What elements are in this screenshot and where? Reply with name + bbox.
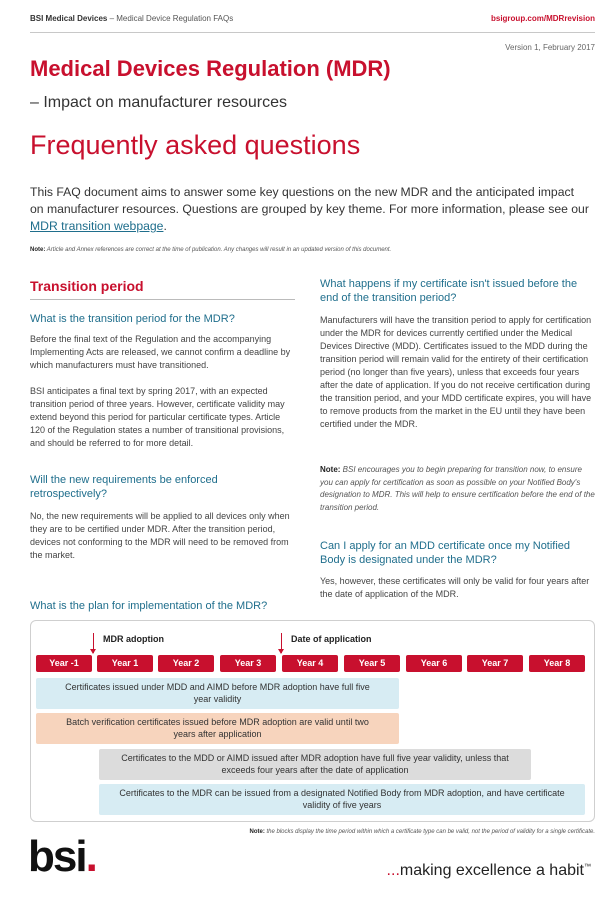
note-text: Article and Annex references are correct at the time of publication. Any changes will result in an updated version of this document. (45, 247, 392, 253)
logo-dot: . (85, 832, 96, 881)
page-subtitle: – Impact on manufacturer resources (30, 94, 288, 111)
question-certificate-not-issued: What happens if my certificate isn't issued before the end of the transition period? (320, 278, 578, 304)
preparation-note (320, 464, 595, 514)
year-cell: Year 2 (158, 655, 214, 672)
footnote-text: the blocks display the time period within which a certificate type can be valid, not the period of validity for a single certificate. (264, 829, 595, 835)
note-label: Note: (30, 247, 46, 253)
answer-mdd-certificate: Yes, however, these certificates will only be valid for four years after the date of application of the MDR. (320, 576, 590, 599)
header-breadcrumb (30, 14, 233, 23)
intro-end: . (163, 219, 167, 233)
faq-heading: Frequently asked questions (30, 130, 361, 160)
answer-transition-p2: BSI anticipates a final text by spring 2017, with an expected transition period of three years. However, certificate validity may extend beyond this period for particular certificate types. Article 120 of the Regulation states a number of transitional provisions, and should be referred to for more detail. (30, 386, 285, 448)
section-divider (30, 299, 295, 300)
header-section: – Medical Device Regulation FAQs (107, 14, 234, 23)
answer-certificate-not-issued: Manufacturers will have the transition period to apply for certification under the MDR for devices currently certified under the Medical Devices Directive (MDD). Certificates issued to the MDD during the transition period will remain valid for the entirety of their certification period (no longer than five years), unless that exceeds four years after the date of application. If you do not receive certification during the transition period, and your MDD certificate expires, you will have to remove products from the market in the EU until they have been certified under the MDR. (320, 315, 592, 429)
version-label: Version 1, February 2017 (505, 43, 595, 52)
logo-text: bsi (28, 832, 86, 881)
header-url-link[interactable]: bsigroup.com/MDRrevision (490, 14, 595, 23)
intro-paragraph (30, 184, 590, 235)
publication-note (30, 247, 590, 253)
bsi-logo (28, 832, 96, 882)
answer-retrospective: No, the new requirements will be applied to all devices only when they are to be certified under MDR. After the transition period, devices not conforming to the MDR will need to be removed from the market. (30, 511, 290, 560)
year-cell: Year 7 (467, 655, 523, 672)
year-cell: Year 1 (97, 655, 153, 672)
mdr-adoption-arrow-icon (90, 649, 96, 654)
year-cell: Year 3 (220, 655, 276, 672)
preparation-note-label: Note: (320, 465, 341, 474)
year-cell: Year 6 (406, 655, 462, 672)
question-transition-period: What is the transition period for the MDR? (30, 313, 235, 325)
date-of-application-arrow-icon (278, 649, 284, 654)
timeline-footnote (249, 829, 595, 835)
intro-text: This FAQ document aims to answer some key questions on the new MDR and the anticipated impact on manufacturer resources. Questions are grouped by key theme. For more information, please see our (30, 185, 589, 216)
page-title: Medical Devices Regulation (MDR) (30, 56, 391, 81)
question-implementation-plan: What is the plan for implementation of the MDR? (30, 600, 268, 612)
date-of-application-label: Date of application (291, 634, 372, 644)
year-cell: Year 8 (529, 655, 585, 672)
mdr-adoption-label: MDR adoption (103, 634, 164, 644)
header-brand: BSI Medical Devices (30, 14, 108, 23)
batch-verification-bar: Batch verification certificates issued before MDR adoption are valid until two years after application (36, 713, 399, 744)
year-cell: Year -1 (36, 655, 92, 672)
tagline-text: making excellence a habit (399, 862, 584, 879)
mdr-certificates-bar: Certificates to the MDR can be issued from a designated Notified Body from MDR adoption, and have certificate validity of five years (99, 784, 585, 815)
section-heading-transition: Transition period (30, 278, 144, 294)
trademark-symbol: ™ (584, 863, 591, 871)
implementation-timeline (30, 620, 595, 822)
year-cell: Year 5 (344, 655, 400, 672)
footnote-label: Note: (249, 829, 265, 835)
answer-transition-p1: Before the final text of the Regulation and the accompanying Implementing Acts are released, we cannot confirm a deadline by which manufacturers must have transitioned. (30, 334, 291, 370)
mdr-transition-link[interactable]: MDR transition webpage (30, 219, 164, 233)
mdd-aimd-post-adoption-bar: Certificates to the MDD or AIMD issued after MDR adoption have full five year validity, unless that exceeds four years after the date of application (99, 749, 531, 780)
tagline (387, 862, 591, 880)
question-mdd-certificate: Can I apply for an MDD certificate once my Notified Body is designated under the MDR? (320, 540, 571, 566)
year-cell: Year 4 (282, 655, 338, 672)
mdd-aimd-pre-adoption-bar: Certificates issued under MDD and AIMD before MDR adoption have full five year validity (36, 678, 399, 709)
question-retrospective: Will the new requirements be enforced retrospectively? (30, 474, 218, 500)
header-divider (30, 32, 595, 33)
preparation-note-text: BSI encourages you to begin preparing for transition now, to ensure you can apply for certification as soon as possible on your Notified Body's designation to MDR. This will help to ensure certification before the end of the transition period. (320, 465, 595, 512)
tagline-dots: ... (386, 862, 400, 879)
